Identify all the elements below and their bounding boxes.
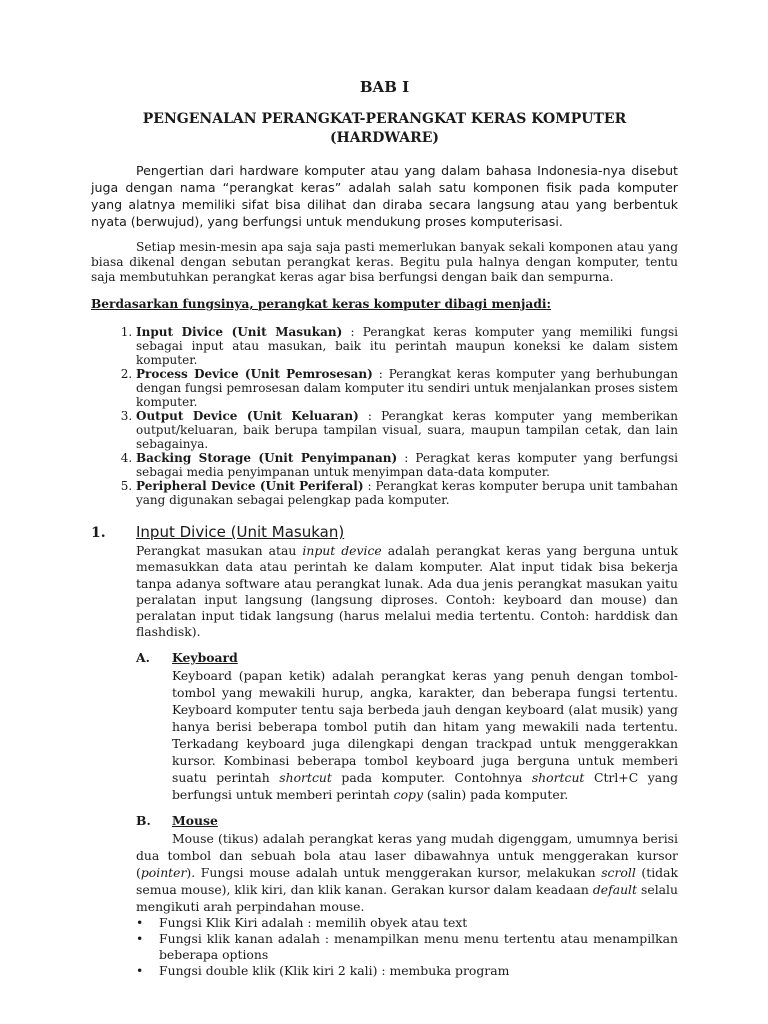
- chapter-title: [91, 110, 678, 148]
- subsection-title: Keyboard: [172, 650, 238, 666]
- intro-paragraph-1: Pengertian dari hardware komputer atau yang dalam bahasa Indonesia-nya disebut juga dengan nama “perangkat keras” adalah salah satu komponen fisik pada komputer yang alatnya memiliki sifat bisa dilihat dan diraba secara langsung atau yang berbentuk nyata (berwujud), yang berfungsi untuk mendukung proses komputerisasi.: [91, 163, 678, 229]
- subsection-keyboard-body: [172, 667, 678, 803]
- list-item-desc: : Peragkat keras komputer yang berfungsi sebagai media penyimpanan untuk menyimpan data-data komputer.: [136, 451, 678, 480]
- body-text: ). Fungsi mouse adalah untuk menggerakan kursor, melakukan: [186, 865, 602, 881]
- body-text: Keyboard (papan ketik) adalah perangkat keras yang penuh dengan tombol-tombol yang mewakili hurup, angka, karakter, dan beberapa fungsi tertentu. Keyboard komputer tentu saja berbeda jauh dengan keyboard (alat musik) yang hanya berisi beberapa tombol putih dan hitam yang mewakili nada tertentu. Terkadang keyboard juga dilengkapi dengan trackpad untuk menggerakkan kursor. Kombinasi beberapa tombol keyboard juga berguna untuk memberi suatu perintah: [172, 668, 678, 786]
- list-item-text: Fungsi Klik Kiri adalah : memilih obyek atau text: [159, 915, 468, 931]
- subsection-title: Mouse: [172, 813, 218, 829]
- section-1-title: Input Divice (Unit Masukan): [136, 523, 345, 542]
- section-1-body: [136, 543, 678, 640]
- body-text: adalah perangkat keras yang berguna untuk memasukkan data atau perintah ke dalam komputer. Alat input tidak bisa bekerja tanpa adanya software atau perangkat lunak. Ada dua jenis perangkat masukan yaitu peralatan input langsung (langsung diproses. Contoh: keyboard dan mouse) dan peralatan input tidak langsung (harus melalui media tertentu. Contoh: harddisk dan flashdisk).: [136, 543, 678, 640]
- body-emphasis: shortcut: [279, 770, 332, 786]
- subsection-letter: A.: [136, 650, 150, 666]
- list-item: [136, 915, 678, 931]
- list-item-text: Fungsi klik kanan adalah : menampilkan menu menu tertentu atau menampilkan beberapa options: [159, 931, 678, 963]
- list-item: [136, 367, 678, 409]
- list-item: [136, 409, 678, 451]
- subsection-mouse-body: [136, 830, 678, 915]
- classification-heading: Berdasarkan fungsinya, perangkat keras komputer dibagi menjadi:: [91, 297, 551, 311]
- body-emphasis: scroll: [601, 865, 636, 881]
- list-item-desc: : Perangkat keras komputer yang memberikan output/keluaran, baik berupa tampilan visual, suara, maupun tampilan cetak, dan lain sebagainya.: [136, 409, 678, 452]
- subsection-mouse-heading: [136, 813, 678, 829]
- list-item: [136, 451, 678, 479]
- body-emphasis: shortcut: [531, 770, 585, 786]
- list-item-desc: : Perangkat keras komputer yang memiliki fungsi sebagai input atau masukan, baik itu perintah maupun koneksi ke dalam sistem komputer.: [136, 325, 678, 368]
- classification-list: [91, 325, 678, 507]
- body-text: (salin) pada komputer.: [422, 787, 569, 803]
- body-emphasis: pointer: [140, 865, 187, 881]
- list-item-term: Process Device (Unit Pemrosesan): [136, 367, 373, 382]
- chapter-title-line-1: PENGENALAN PERANGKAT-PERANGKAT KERAS KOMPUTER: [142, 111, 627, 127]
- body-text: Mouse (tikus) adalah perangkat keras yang mudah digenggam, umumnya berisi dua tombol dan sebuah bola atau laser dibawahnya untuk menggerakan kursor (: [136, 831, 678, 881]
- body-emphasis: input device: [302, 543, 382, 559]
- body-emphasis: default: [592, 882, 638, 898]
- subsection-letter: B.: [136, 813, 151, 829]
- list-item-term: Backing Storage (Unit Penyimpanan): [136, 451, 398, 466]
- bullet-icon: •: [136, 931, 144, 947]
- chapter-label: BAB I: [359, 78, 410, 96]
- section-1-number: 1.: [91, 525, 106, 542]
- list-item-desc: : Perangkat keras komputer berupa unit tambahan yang digunakan sebagai pelengkap pada komputer.: [136, 479, 678, 508]
- list-item-term: Peripheral Device (Unit Periferal): [136, 479, 364, 494]
- mouse-function-list: [136, 915, 678, 979]
- body-emphasis: copy: [393, 787, 423, 803]
- list-item-term: Output Device (Unit Keluaran): [136, 409, 359, 424]
- list-item: [136, 325, 678, 367]
- body-text: selalu mengikuti arah perpindahan mouse.: [136, 882, 678, 915]
- section-1-heading: [91, 523, 678, 542]
- list-item-text: Fungsi double klik (Klik kiri 2 kali) : membuka program: [159, 963, 510, 979]
- body-text: Perangkat masukan atau: [136, 543, 303, 559]
- body-text: (tidak semua mouse), klik kiri, dan klik kanan. Gerakan kursor dalam keadaan: [136, 865, 679, 898]
- list-item: [136, 963, 678, 979]
- intro-paragraph-2: Setiap mesin-mesin apa saja saja pasti memerlukan banyak sekali komponen atau yang biasa dikenal dengan sebutan perangkat keras. Begitu pula halnya dengan komputer, tentu saja membutuhkan perangkat keras agar bisa berfungsi dengan baik dan sempurna.: [91, 240, 678, 284]
- subsection-keyboard-heading: [136, 650, 678, 666]
- bullet-icon: •: [136, 963, 144, 979]
- list-item: [136, 931, 678, 963]
- body-text: Ctrl+C yang berfungsi untuk memberi perintah: [172, 770, 679, 803]
- list-item-term: Input Divice (Unit Masukan): [136, 325, 343, 340]
- chapter-title-line-2: (HARDWARE): [329, 130, 440, 146]
- bullet-icon: •: [136, 915, 144, 931]
- list-item-desc: : Perangkat keras komputer yang berhubungan dengan fungsi pemrosesan dalam komputer itu sendiri untuk menjalankan proses sistem komputer.: [136, 367, 678, 410]
- body-text: pada komputer. Contohnya: [331, 770, 532, 786]
- list-item: [136, 479, 678, 507]
